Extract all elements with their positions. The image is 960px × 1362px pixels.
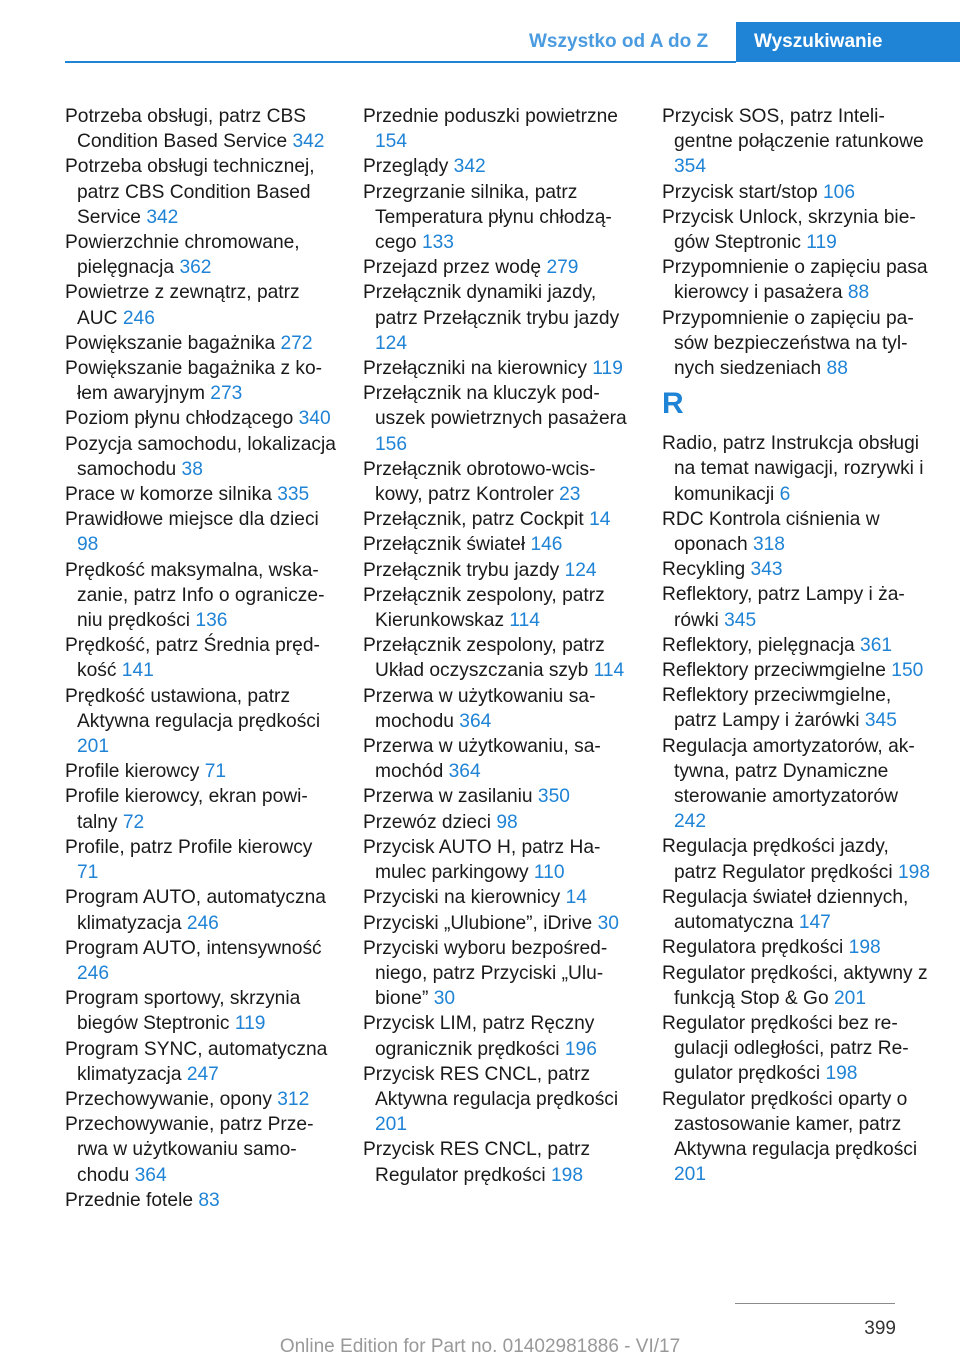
entry-term: Prędkość maksymalna, wskazanie, patrz Info o ograniczeniu prędkości xyxy=(65,559,325,632)
entry-term: Przycisk AUTO H, patrz Hamulec parkingowy xyxy=(363,836,601,884)
entry-term: Poziom płynu chłodzącego xyxy=(65,408,294,430)
page-link[interactable]: 30 xyxy=(597,912,619,934)
index-entry xyxy=(662,104,932,180)
index-entry xyxy=(662,180,932,205)
page-link[interactable]: 23 xyxy=(559,484,581,506)
entry-term: Recykling xyxy=(662,559,746,581)
index-entry xyxy=(65,104,337,154)
entry-term: Profile kierowcy, ekran powitalny xyxy=(65,786,308,833)
page-link[interactable]: 364 xyxy=(459,710,492,732)
index-entry xyxy=(65,154,337,230)
entry-term: Reflektory, patrz Lampy i żarówki xyxy=(662,584,905,631)
index-entry xyxy=(65,1087,337,1112)
page-link[interactable]: 71 xyxy=(204,761,227,783)
entry-term: Przełącznik świateł xyxy=(363,534,526,556)
index-entry xyxy=(363,633,635,683)
index-entry xyxy=(65,633,337,683)
entry-term: Pozycja samochodu, lokalizacja samochodu xyxy=(65,433,336,480)
entry-term: Regulator prędkości, aktywny z funkcją Stop & Go xyxy=(662,962,928,1009)
page-link[interactable]: 141 xyxy=(121,660,154,682)
entry-term: Przełącznik trybu jazdy xyxy=(363,559,560,581)
index-entry xyxy=(65,230,337,280)
index-entry xyxy=(662,1087,932,1188)
index-entry xyxy=(363,154,635,179)
entry-term: Reflektory, pielęgnacja xyxy=(662,634,855,656)
index-entry xyxy=(363,583,635,633)
entry-term: Powiększanie bagażnika xyxy=(65,332,276,354)
page-link[interactable]: 198 xyxy=(848,937,881,959)
index-entry xyxy=(65,280,337,330)
entry-term: Przechowywanie, patrz Przerwa w użytkowaniu samochodu xyxy=(65,1114,314,1186)
entry-term: Przypomnienie o zapięciu pasa kierowcy i pasażera xyxy=(662,257,928,304)
index-entry xyxy=(363,280,635,356)
index-entry xyxy=(363,885,635,910)
page-link[interactable]: 88 xyxy=(826,358,848,380)
index-entry xyxy=(363,911,635,936)
page-link[interactable]: 342 xyxy=(292,131,325,153)
index-entry xyxy=(662,255,932,305)
page-link[interactable]: 124 xyxy=(375,332,408,354)
entry-term: Przerwa w zasilaniu xyxy=(363,786,533,808)
entry-term: Przełącznik, patrz Cockpit xyxy=(363,509,584,531)
index-entry xyxy=(363,507,635,532)
entry-term: Potrzeba obsługi technicznej, patrz CBS Condition Based Service xyxy=(65,156,315,228)
page-link[interactable]: 119 xyxy=(234,1013,266,1035)
index-entry xyxy=(662,683,932,733)
entry-term: Potrzeba obsługi, patrz CBS Condition Based Service xyxy=(65,106,307,153)
index-entry xyxy=(363,532,635,557)
entry-term: Przerwa w użytkowaniu, samochód xyxy=(363,736,601,783)
index-entry xyxy=(662,507,932,557)
page-link[interactable]: 119 xyxy=(592,358,623,380)
page-link[interactable]: 354 xyxy=(674,156,707,178)
page-link[interactable]: 114 xyxy=(593,660,625,682)
entry-term: Regulator prędkości bez regulacji odległości, patrz Regulator prędkości xyxy=(662,1012,909,1085)
entry-term: Prędkość ustawiona, patrz Aktywna regulacja prędkości xyxy=(65,685,321,732)
page-link[interactable]: 71 xyxy=(77,862,99,884)
index-entry xyxy=(363,1011,635,1061)
entry-term: Profile kierowcy xyxy=(65,761,200,783)
page-link[interactable]: 246 xyxy=(77,962,110,984)
entry-term: Przełączniki na kierownicy xyxy=(363,358,587,380)
page-link[interactable]: 345 xyxy=(724,609,757,631)
index-entry xyxy=(65,684,337,760)
index-entry xyxy=(662,205,932,255)
page-link[interactable]: 364 xyxy=(448,761,481,783)
page-link[interactable]: 350 xyxy=(537,786,570,808)
header-rule xyxy=(65,61,736,63)
index-entry xyxy=(363,1137,635,1187)
index-entry xyxy=(363,255,635,280)
entry-term: Przycisk SOS, patrz Inteligentne połączenie ratunkowe xyxy=(662,106,924,153)
index-entry xyxy=(662,557,932,582)
index-entry xyxy=(662,885,932,935)
page-link[interactable]: 147 xyxy=(798,912,831,934)
index-column-2 xyxy=(363,104,635,1188)
entry-term: Prędkość, patrz Średnia prędkość xyxy=(65,635,320,682)
page-link[interactable]: 6 xyxy=(779,483,791,505)
index-entry xyxy=(662,1011,932,1087)
entry-term: Przejazd przez wodę xyxy=(363,257,542,279)
entry-term: Przycisk RES CNCL, patrz Aktywna regulacja prędkości xyxy=(363,1063,619,1110)
index-entry xyxy=(65,1037,337,1087)
entry-term: Powietrze z zewnątrz, patrz AUC xyxy=(65,282,300,329)
page-link[interactable]: 343 xyxy=(750,559,783,581)
page-link[interactable]: 312 xyxy=(277,1088,310,1110)
index-column-3 xyxy=(662,104,932,1187)
index-entry xyxy=(662,658,932,683)
entry-term: Przełącznik zespolony, patrz Kierunkowskaz xyxy=(363,584,605,632)
index-entry xyxy=(65,885,337,935)
entry-term: Regulatora prędkości xyxy=(662,937,844,959)
index-entry xyxy=(662,935,932,960)
page-link[interactable]: 279 xyxy=(546,257,579,279)
page-link[interactable]: 114 xyxy=(509,610,540,632)
page-link[interactable]: 38 xyxy=(181,458,203,480)
index-entry xyxy=(65,1112,337,1188)
index-entry xyxy=(363,180,635,256)
index-entry xyxy=(363,734,635,784)
entry-term: Reflektory przeciwmgielne, patrz Lampy i żarówki xyxy=(662,685,892,732)
page-link[interactable]: 14 xyxy=(565,887,587,909)
page-link[interactable]: 247 xyxy=(186,1063,219,1085)
entry-term: Profile, patrz Profile kierowcy xyxy=(65,836,313,858)
index-entry xyxy=(363,810,635,835)
page-link[interactable]: 335 xyxy=(277,484,310,506)
page-link[interactable]: 272 xyxy=(280,332,313,354)
page-link[interactable]: 124 xyxy=(564,559,597,581)
index-entry xyxy=(65,759,337,784)
page-link[interactable]: 98 xyxy=(77,534,99,556)
page-number: 399 xyxy=(864,1318,896,1339)
page-link[interactable]: 342 xyxy=(453,156,486,178)
entry-term: Przyciski na kierownicy xyxy=(363,887,561,909)
index-entry xyxy=(65,1188,337,1213)
page-link[interactable]: 340 xyxy=(298,408,331,430)
entry-term: Radio, patrz Instrukcja obsługi na temat nawigacji, rozrywki i komunikacji xyxy=(662,433,924,505)
page-link[interactable]: 362 xyxy=(179,257,212,279)
index-entry xyxy=(662,582,932,632)
page-link[interactable]: 133 xyxy=(421,232,454,254)
entry-term: Program AUTO, intensywność xyxy=(65,937,322,959)
entry-term: Przewóz dzieci xyxy=(363,811,491,833)
index-letter-heading: R xyxy=(662,387,684,421)
entry-term: Regulacja amortyzatorów, aktywna, patrz Dynamiczne sterowanie amortyzatorów xyxy=(662,735,915,808)
entry-term: Regulacja prędkości jazdy, patrz Regulator prędkości xyxy=(662,836,893,883)
entry-term: Przeglądy xyxy=(363,156,449,178)
index-entry xyxy=(65,356,337,406)
page-link[interactable]: 136 xyxy=(195,610,228,632)
page-link[interactable]: 72 xyxy=(122,811,145,833)
entry-term: Reflektory przeciwmgielne xyxy=(662,660,886,682)
page-link[interactable]: 98 xyxy=(496,811,518,833)
entry-term: Powierzchnie chromowane, pielęgnacja xyxy=(65,232,300,279)
entry-term: Przycisk RES CNCL, patrz Regulator prędkości xyxy=(363,1139,591,1186)
entry-term: Przerwa w użytkowaniu samochodu xyxy=(363,685,596,732)
page-link[interactable]: 201 xyxy=(375,1114,408,1136)
entry-term: Przycisk LIM, patrz Ręczny ogranicznik prędkości xyxy=(363,1013,595,1060)
page-link[interactable]: 196 xyxy=(564,1038,597,1060)
page-link[interactable]: 198 xyxy=(551,1164,584,1186)
index-entry xyxy=(662,734,932,835)
index-entry xyxy=(363,381,635,457)
entry-term: Program AUTO, automatyczna klimatyzacja xyxy=(65,887,326,934)
page-link[interactable]: 201 xyxy=(674,1164,707,1186)
page-link[interactable]: 156 xyxy=(375,433,408,455)
index-entry xyxy=(363,684,635,734)
entry-term: Program SYNC, automatyczna klimatyzacja xyxy=(65,1038,328,1085)
index-entry xyxy=(662,306,932,382)
index-entry xyxy=(65,406,337,431)
index-column-1 xyxy=(65,104,337,1213)
entry-term: Przełącznik na kluczyk poduszek powietrznych pasażera xyxy=(363,383,627,430)
page-link[interactable]: 318 xyxy=(752,534,785,556)
entry-term: Przednie poduszki powietrzne xyxy=(363,106,618,127)
entry-term: Przegrzanie silnika, patrz Temperatura płynu chłodzącego xyxy=(363,181,612,254)
page-link[interactable]: 154 xyxy=(375,131,408,153)
entry-term: Przypomnienie o zapięciu pasów bezpieczeństwa na tylnych siedzeniach xyxy=(662,307,914,380)
index-entry xyxy=(363,1062,635,1138)
page-link[interactable]: 246 xyxy=(122,307,155,329)
edition-note: Online Edition for Part no. 01402981886 - VI/17 xyxy=(279,1336,681,1357)
page-link[interactable]: 201 xyxy=(77,736,110,758)
page-link[interactable]: 14 xyxy=(589,509,611,531)
page-link[interactable]: 242 xyxy=(674,811,707,833)
entry-term: Przycisk start/stop xyxy=(662,181,818,203)
entry-term: Przyciski wyboru bezpośredniego, patrz Przyciski „Ulubione” xyxy=(363,937,608,1010)
index-entry xyxy=(363,784,635,809)
index-entry xyxy=(363,104,635,154)
page-header xyxy=(0,0,960,62)
entry-term: Przednie fotele xyxy=(65,1189,193,1211)
page-link[interactable]: 364 xyxy=(134,1164,167,1186)
index-entry xyxy=(662,961,932,1011)
index-entry xyxy=(65,986,337,1036)
page-link[interactable]: 88 xyxy=(847,282,870,304)
entry-term: Regulator prędkości oparty o zastosowanie kamer, patrz Aktywna regulacja prędkości xyxy=(662,1088,918,1160)
index-entry xyxy=(363,936,635,1012)
entry-term: Przełącznik dynamiki jazdy, patrz Przełącznik trybu jazdy xyxy=(363,282,620,329)
entry-term: Przechowywanie, opony xyxy=(65,1088,272,1110)
entry-term: Prace w komorze silnika xyxy=(65,484,272,506)
index-entry xyxy=(65,482,337,507)
index-entry xyxy=(65,432,337,482)
entry-term: Prawidłowe miejsce dla dzieci xyxy=(65,509,319,531)
footer-rule xyxy=(735,1303,895,1304)
index-entry xyxy=(363,835,635,885)
index-entry xyxy=(363,356,635,381)
entry-term: Przełącznik zespolony, patrz Układ oczyszczania szyb xyxy=(363,635,605,682)
index-entry xyxy=(662,431,932,507)
page-link[interactable]: 106 xyxy=(823,181,856,203)
page-link[interactable]: 30 xyxy=(433,988,456,1010)
index-entry xyxy=(363,457,635,507)
page-link[interactable]: 201 xyxy=(834,987,867,1009)
index-entry xyxy=(662,834,932,884)
entry-term: Przycisk Unlock, skrzynia biegów Steptronic xyxy=(662,206,916,254)
page-link[interactable]: 345 xyxy=(864,710,897,732)
index-entry xyxy=(65,558,337,634)
index-entry xyxy=(65,936,337,986)
page-link[interactable]: 273 xyxy=(210,383,243,405)
entry-term: Program sportowy, skrzynia biegów Steptronic xyxy=(65,988,301,1035)
search-tab[interactable]: Wyszukiwanie xyxy=(736,22,960,62)
page-link[interactable]: 150 xyxy=(891,660,924,682)
page-link[interactable]: 198 xyxy=(897,861,930,883)
index-entry xyxy=(65,331,337,356)
index-entry xyxy=(65,784,337,834)
page-link[interactable]: 146 xyxy=(530,534,563,556)
page-link[interactable]: 110 xyxy=(533,862,565,884)
entry-term: RDC Kontrola ciśnienia w oponach xyxy=(662,508,880,556)
page-link[interactable]: 198 xyxy=(825,1063,858,1085)
page-link[interactable]: 361 xyxy=(860,634,893,656)
entry-term: Powiększanie bagażnika z kołem awaryjnym xyxy=(65,358,323,405)
section-title: Wszystko od A do Z xyxy=(529,31,709,52)
page-link[interactable]: 83 xyxy=(198,1189,220,1211)
index-entry xyxy=(65,507,337,557)
page-link[interactable]: 246 xyxy=(186,912,219,934)
page-link[interactable]: 342 xyxy=(146,206,179,228)
entry-term: Przyciski „Ulubione”, iDrive xyxy=(363,912,593,934)
page-link[interactable]: 119 xyxy=(806,232,837,254)
entry-term: Regulacja świateł dziennych, automatyczna xyxy=(662,886,909,934)
index-entry xyxy=(65,835,337,885)
entry-term: Przełącznik obrotowo-wciskowy, patrz Kontroler xyxy=(363,458,596,506)
index-entry xyxy=(363,558,635,583)
index-entry xyxy=(662,633,932,658)
